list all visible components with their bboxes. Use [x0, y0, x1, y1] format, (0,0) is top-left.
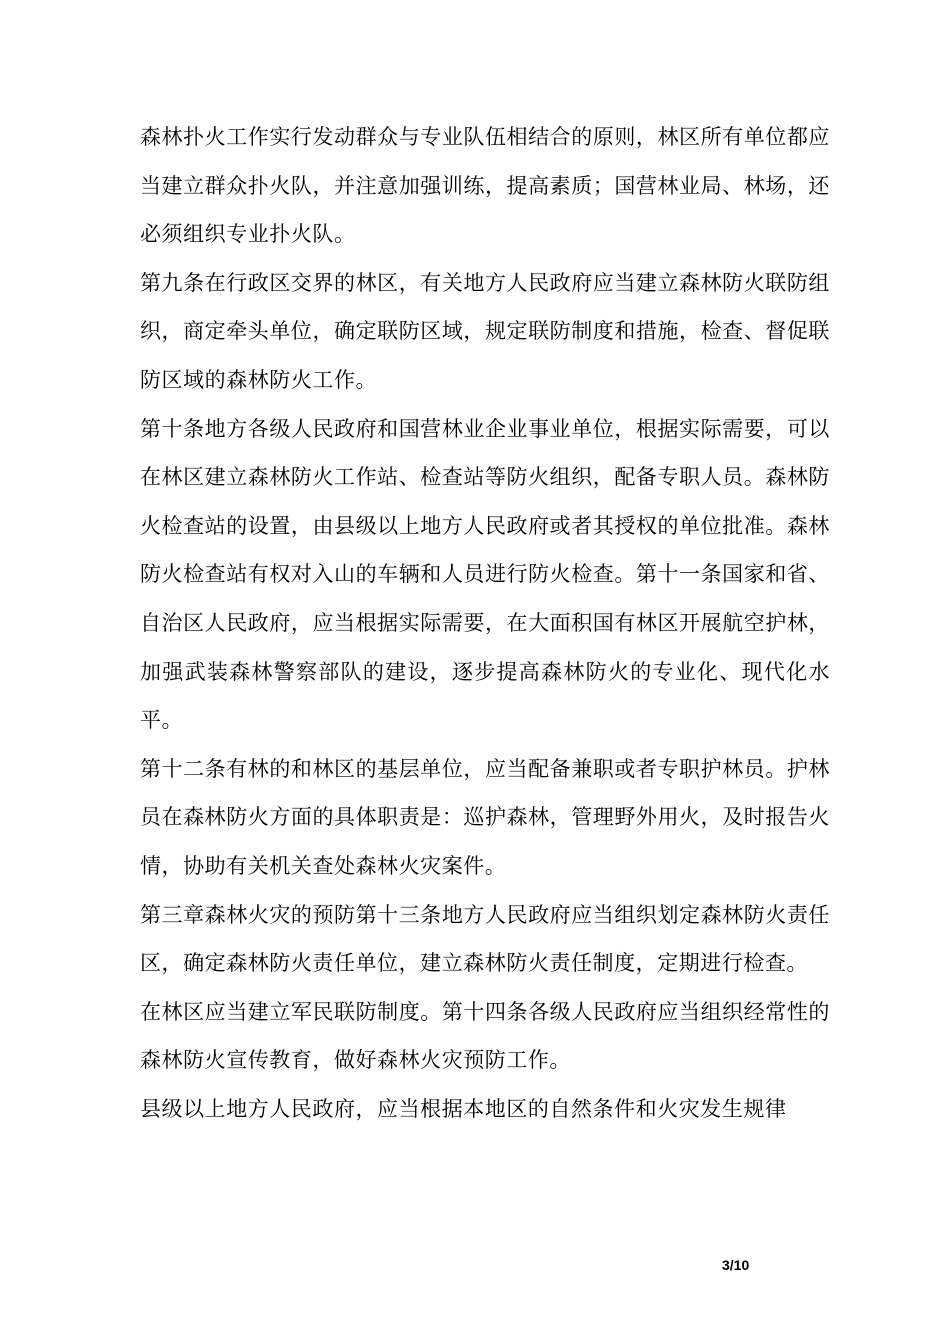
paragraph-1: 森林扑火工作实行发动群众与专业队伍相结合的原则，林区所有单位都应当建立群众扑火队，并注意加强训练，提高素质；国营林业局、林场，还必须组织专业扑火队。 — [140, 125, 830, 247]
paragraph-7: 县级以上地方人民政府，应当根据本地区的自然条件和火灾发生规律 — [140, 1096, 787, 1121]
paragraph-5: 第三章森林火灾的预防第十三条地方人民政府应当组织划定森林防火责任区，确定森林防火责任单位，建立森林防火责任制度，定期进行检查。 — [140, 902, 830, 976]
page-number: 3/10 — [722, 1257, 750, 1273]
paragraph-3: 第十条地方各级人民政府和国营林业企业事业单位，根据实际需要，可以在林区建立森林防火工作站、检查站等防火组织，配备专职人员。森林防火检查站的设置，由县级以上地方人民政府或者其授权的单位批准。森林防火检查站有权对入山的车辆和人员进行防火检查。第十一条国家和省、自治区人民政府，应当根据实际需要，在大面积国有林区开展航空护林，加强武装森林警察部队的建设，逐步提高森林防火的专业化、现代化水平。 — [140, 416, 830, 733]
paragraph-6: 在林区应当建立军民联防制度。第十四条各级人民政府应当组织经常性的森林防火宣传教育，做好森林火灾预防工作。 — [140, 999, 830, 1073]
paragraph-4: 第十二条有林的和林区的基层单位，应当配备兼职或者专职护林员。护林员在森林防火方面的具体职责是：巡护森林，管理野外用火，及时报告火情，协助有关机关查处森林火灾案件。 — [140, 756, 830, 878]
document-body — [140, 113, 830, 1133]
paragraph-2: 第九条在行政区交界的林区，有关地方人民政府应当建立森林防火联防组织，商定牵头单位，确定联防区域，规定联防制度和措施，检查、督促联防区域的森林防火工作。 — [140, 270, 830, 392]
